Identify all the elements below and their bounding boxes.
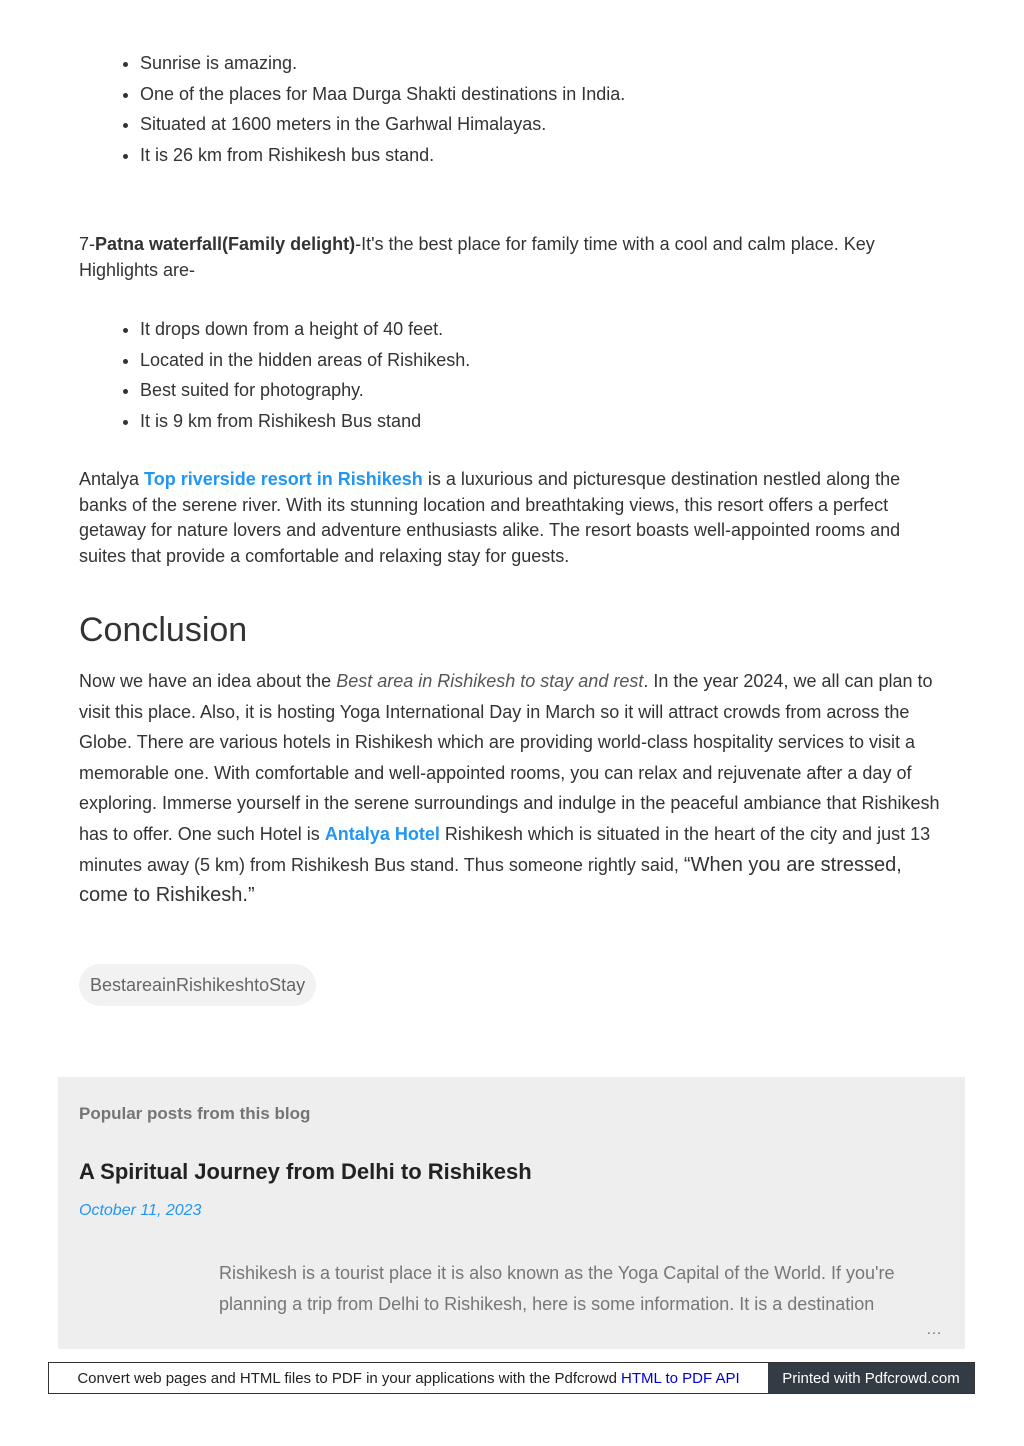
- highlights-list-2: [79, 314, 470, 436]
- read-more-ellipsis[interactable]: …: [926, 1321, 943, 1338]
- printed-with-badge[interactable]: Printed with Pdfcrowd.com: [768, 1363, 974, 1393]
- conclusion-paragraph: Now we have an idea about the Best area in Rishikesh to stay and rest. In the year 2024, we all can plan to visit this place. Also, it is hosting Yoga International Day in March so it will attract crowds from across the Globe. There are various hotels in Rishikesh which are providing world-class hospitality services to visit a memorable one. With comfortable and well-appointed rooms, you can relax and rejuvenate after a day of exploring. Immerse yourself in the serene surroundings and indulge in the peaceful ambiance that Rishikesh has to offer. One such Hotel is Antalya Hotel Rishikesh which is situated in the heart of the city and just 13 minutes away (5 km) from Rishikesh Bus stand. Thus someone rightly said, “When you are stressed, come to Rishikesh.”: [79, 671, 940, 907]
- list-item: • It is 26 km from Rishikesh bus stand.: [140, 140, 625, 171]
- highlights-list-1: [79, 48, 625, 170]
- riverside-resort-link[interactable]: Top riverside resort in Rishikesh: [144, 469, 423, 489]
- conclusion-heading: Conclusion: [79, 611, 248, 649]
- antalya-hotel-link[interactable]: Antalya Hotel: [324, 823, 440, 844]
- footer-message: Convert web pages and HTML files to PDF in your applications with the Pdfcrowd HTML to PDF API: [49, 1363, 768, 1393]
- list-item: • Best suited for photography.: [140, 375, 470, 406]
- popular-posts-heading: Popular posts from this blog: [79, 1104, 311, 1123]
- list-item: • It drops down from a height of 40 feet.: [140, 314, 470, 345]
- pdfcrowd-footer: [48, 1362, 975, 1394]
- closing-quote: “When you are stressed, come to Rishikesh.”: [79, 853, 902, 907]
- label-tag[interactable]: BestareainRishikeshtoStay: [79, 964, 316, 1006]
- list-item: • Sunrise is amazing.: [140, 48, 625, 79]
- patna-waterfall-title: Patna waterfall(Family delight): [95, 234, 356, 254]
- patna-waterfall-paragraph: 7-Patna waterfall(Family delight)-It's the best place for family time with a cool and calm place. Key Highlights are-: [79, 234, 875, 280]
- html-to-pdf-api-link[interactable]: HTML to PDF API: [621, 1369, 740, 1387]
- popular-post-title[interactable]: A Spiritual Journey from Delhi to Rishikesh: [79, 1159, 532, 1184]
- italic-phrase: Best area in Rishikesh to stay and rest: [336, 671, 644, 691]
- popular-post-snippet: Rishikesh is a tourist place it is also known as the Yoga Capital of the World. If you're planning a trip from Delhi to Rishikesh, here is some information. It is a destination: [219, 1263, 895, 1314]
- antalya-paragraph: Antalya Top riverside resort in Rishikesh is a luxurious and picturesque destination nestled along the banks of the serene river. With its stunning location and breathtaking views, this resort offers a perfect getaway for nature lovers and adventure enthusiasts alike. The resort boasts well-appointed rooms and suites that provide a comfortable and relaxing stay for guests.: [79, 469, 901, 566]
- popular-post-date[interactable]: October 11, 2023: [79, 1202, 202, 1219]
- popular-posts-section: [58, 1077, 965, 1349]
- list-item: • Situated at 1600 meters in the Garhwal Himalayas.: [140, 109, 625, 140]
- list-item: • It is 9 km from Rishikesh Bus stand: [140, 406, 470, 437]
- list-item: • One of the places for Maa Durga Shakti destinations in India.: [140, 79, 625, 110]
- list-item: • Located in the hidden areas of Rishikesh.: [140, 345, 470, 376]
